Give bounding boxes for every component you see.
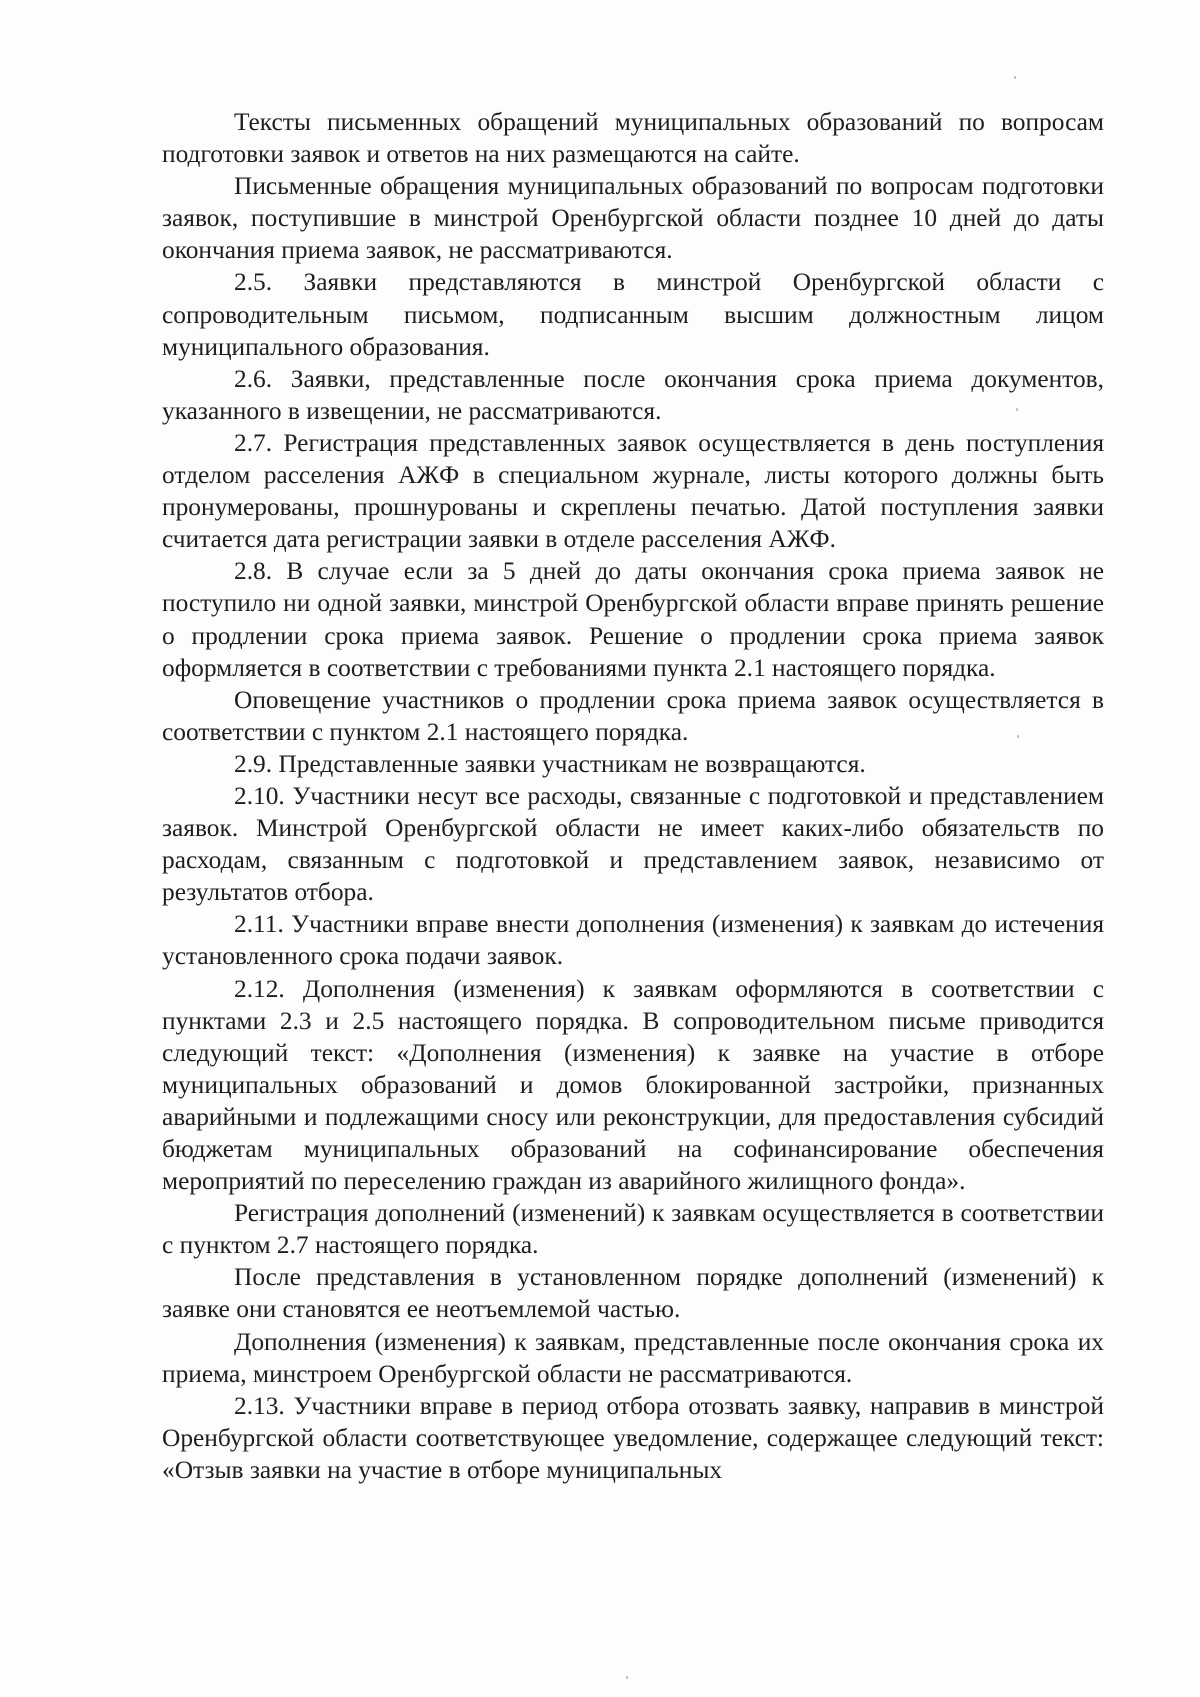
paragraph-amendments-integral: После представления в установленном порядке дополнений (изменений) к заявке они становятся ее неотъемлемой частью.	[162, 1263, 1104, 1324]
paragraph-2-10: 2.10. Участники несут все расходы, связанные с подготовкой и представлением заявок. Минстрой Оренбургской области не имеет каких-либо обязательств по расходам, связанным с подготовкой и представлением заявок, независимо от результатов отбора.	[162, 781, 1104, 907]
paragraph-2-8: 2.8. В случае если за 5 дней до даты окончания срока приема заявок не поступило ни одной заявки, минстрой Оренбургской области вправе принять решение о продлении срока приема заявок. Решение о продлении срока приема заявок оформляется в соответствии с требованиями пункта 2.1 настоящего порядка.	[162, 557, 1104, 682]
paragraph-2-5: 2.5. Заявки представляются в минстрой Оренбургской области с сопроводительным письмом, подписанным высшим должностным лицом муниципального образования.	[162, 268, 1104, 361]
paragraph-amendments-registration: Регистрация дополнений (изменений) к заявкам осуществляется в соответствии с пунктом 2.7 настоящего порядка.	[162, 1199, 1104, 1260]
paragraph-extension-notice: Оповещение участников о продлении срока приема заявок осуществляется в соответствии с пунктом 2.1 настоящего порядка.	[162, 685, 1104, 746]
paragraph-2-6: 2.6. Заявки, представленные после окончания срока приема документов, указанного в извещении, не рассматриваются.	[162, 364, 1104, 425]
paragraph-2-12: 2.12. Дополнения (изменения) к заявкам оформляются в соответствии с пунктами 2.3 и 2.5 настоящего порядка. В сопроводительном письме приводится следующий текст: «Дополнения (изменения) к заявке на участие в отборе муниципальных образований и домов блокированной застройки, признанных аварийными и подлежащими сносу или реконструкции, для предоставления субсидий бюджетам муниципальных образований на софинансирование обеспечения мероприятий по переселению граждан из аварийного жилищного фонда».	[162, 974, 1104, 1196]
document-body	[162, 106, 1104, 1486]
paragraph-2-13: 2.13. Участники вправе в период отбора отозвать заявку, направив в минстрой Оренбургской области соответствующее уведомление, содержащее следующий текст: «Отзыв заявки на участие в отборе муниципальных	[162, 1391, 1104, 1484]
scan-speck	[1014, 76, 1016, 79]
paragraph-2-9: 2.9. Представленные заявки участникам не возвращаются.	[234, 749, 866, 778]
paragraph-late-appeals: Письменные обращения муниципальных образований по вопросам подготовки заявок, поступившие в минстрой Оренбургской области позднее 10 дней до даты окончания приема заявок, не рассматриваются.	[162, 172, 1104, 265]
paragraph-written-appeals-texts: Тексты письменных обращений муниципальных образований по вопросам подготовки заявок и ответов на них размещаются на сайте.	[162, 108, 1104, 169]
paragraph-2-7: 2.7. Регистрация представленных заявок осуществляется в день поступления отделом расселения АЖФ в специальном журнале, листы которого должны быть пронумерованы, прошнурованы и скреплены печатью. Датой поступления заявки считается дата регистрации заявки в отделе расселения АЖФ.	[162, 428, 1104, 554]
paragraph-late-amendments: Дополнения (изменения) к заявкам, представленные после окончания срока их приема, минстроем Оренбургской области не рассматриваются.	[162, 1327, 1104, 1388]
scan-speck	[626, 1676, 628, 1679]
paragraph-2-11: 2.11. Участники вправе внести дополнения (изменения) к заявкам до истечения установленного срока подачи заявок.	[162, 910, 1104, 971]
